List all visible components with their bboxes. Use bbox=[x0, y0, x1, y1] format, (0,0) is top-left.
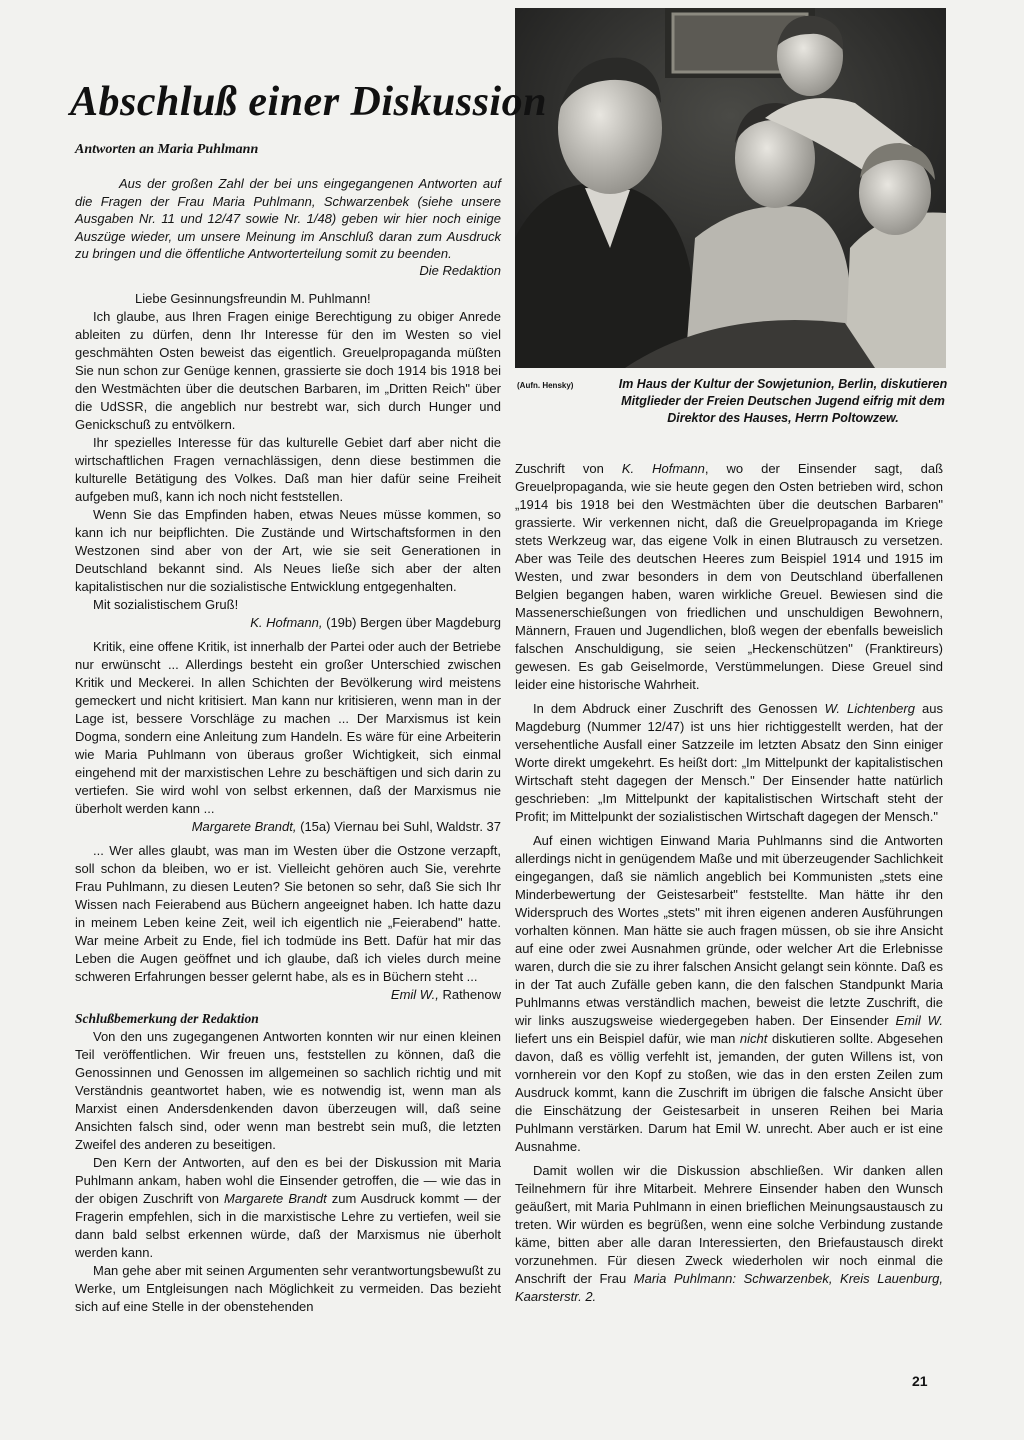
text-run: Den Kern der Antworten, auf den es bei der Diskussion mit Maria Puhlmann ankam, haben wohl die Einsender getroffen, die — wie das in der obigen Zuschrift von bbox=[75, 1155, 501, 1206]
letter-paragraph: Ihr spezielles Interesse für das kulturelle Gebiet darf aber nicht die wirtschaftlichen Fragen vernachlässigen, denn diese bestimmen die kulturelle Betätigung des Volkes. Daß man hier dafür seine Freiheit aufgeben muß, kann ich noch nicht feststellen. bbox=[75, 435, 501, 504]
address-emphasis: Maria Puhlmann: Schwarzenbek, Kreis Lauenburg, Kaarsterstr. 2. bbox=[515, 1271, 943, 1304]
text-run: In dem Abdruck einer Zuschrift des Genossen bbox=[533, 701, 825, 716]
editorial-intro: Aus der großen Zahl der bei uns eingegangenen Antworten auf die Fragen der Frau Maria Puhlmann, Schwarzenbek (siehe unsere Ausgaben Nr. 11 und 12/47 sowie Nr. 1/48) geben wir hier noch einige Auszüge wieder, um unsere Meinung im Anschluß daran zum Ausdruck zu bringen und die öffentliche Antworterteilung somit zu beenden. bbox=[75, 176, 501, 261]
letter-paragraph: Wenn Sie das Empfinden haben, etwas Neues müsse kommen, so kann ich nur beipflichten. Die Zustände und Wirtschaftsformen in den Westzonen sind aber von der Art, wie sie seit Generationen in Deutschland bekannt sind. Als Neues ließe sich aber der alten kapitalistischen nur die sozialistische Entwicklung entgegenhalten. bbox=[75, 507, 501, 594]
signature-place: (19b) Bergen über Magdeburg bbox=[326, 615, 501, 630]
text-run: , wo der Einsender sagt, daß Greuelpropaganda, wie sie heute gegen den Osten betrieben wird, schon „1914 bis 1918 bei den Westmächten über die deutschen Barbaren" grassierte. Wir verkennen nicht, daß die Greuelpropaganda im Kriege stets Werkzeug war, das eigene Volk in einen Blutrausch zu versetzen. Aber was Teile des deutschen Heeres zum Beispiel 1914 und 1915 im Westen, und zwar besonders in dem von Deutschland überfallenen Belgien begangen haben, waren wirkliche Greuel. Bewiesen sind die Massenerschießungen von friedlichen und unschuldigen Bewohnern, Männern, Frauen und Jugendlichen, bloß wegen der ebenfalls beweislich falschen Anschuldigung, sie seien „Heckenschützen" (Franktireurs) gewesen. Es gab Geiselmorde, Verstümmelungen. Diese Greuel sind leider eine historische Wahrheit. bbox=[515, 461, 944, 692]
letter-greeting: Mit sozialistischem Gruß! bbox=[93, 597, 239, 612]
signature-name: K. Hofmann, bbox=[250, 615, 323, 630]
signature-hofmann bbox=[75, 614, 501, 632]
photo-image bbox=[515, 8, 946, 368]
editorial-paragraph bbox=[515, 700, 943, 826]
article-subtitle: Antworten an Maria Puhlmann bbox=[75, 142, 259, 157]
text-run: Damit wollen wir die Diskussion abschließen. Wir danken allen Teilnehmern für ihre Mitarbeit. Mehrere Einsender haben den Wunsch geäußert, mit Maria Puhlmann in einen brieflichen Meinungsaustausch zu treten. Wir würden es begrüßen, wenn eine solche Verbindung zustande käme, bitten aber alle daran Interessierten, den Briefaustausch direkt vorzunehmen. Für diesen Zweck wiederholen wir noch einmal die Anschrift der Frau bbox=[515, 1163, 943, 1286]
letter-paragraph: Kritik, eine offene Kritik, ist innerhalb der Partei oder auch der Betriebe nur erwünscht ... Allerdings besteht ein großer Unterschied zwischen Kritik und Meckerei. In allen Schichten der Bevölkerung wird meistens gemeckert und nicht kritisiert. Man kann nur kritisieren, wenn man in der Lage ist, bessere Vorschläge zu machen ... Der Marxismus ist kein Dogma, sondern eine Anleitung zum Handeln. Es wäre für eine Arbeiterin wie Maria Puhlmann von überaus großer Wichtigkeit, sich einmal eingehend mit der marxistischen Lehre zu beschäftigen und sich darin zu vertiefen. Sie wird wohl von selbst erkennen, daß der Marxismus nie überholt werden kann ... bbox=[75, 639, 501, 816]
text-run: Zuschrift von bbox=[515, 461, 622, 476]
letter-paragraph: ... Wer alles glaubt, was man im Westen über die Ostzone verzapft, soll schon da bleiben, wo er ist. Vielleicht gehören auch Sie, verehrte Frau Puhlmann, zu diesen Leuten? Sie betonen so sehr, daß Sie sich Ihr Wissen nach Feierabend aus Büchern angeeignet haben. Ich hatte dazu in meinem Leben keine Zeit, weil ich eigentlich nie „Feierabend" hatte. War meine Arbeit zu Ende, fiel ich todmüde ins Bett. Dafür hat mir das Leben die Augen geöffnet und ich glaube, daß ich vieles durch meine schweren Erfahrungen besser gelernt habe, als es in Büchern steht ... bbox=[75, 843, 501, 984]
editorial-paragraph bbox=[75, 1154, 501, 1262]
page-number: 21 bbox=[912, 1373, 928, 1389]
signature-place: Rathenow bbox=[442, 987, 501, 1002]
name-emphasis: Margarete Brandt bbox=[224, 1191, 327, 1206]
name-emphasis: W. Lichtenberg bbox=[824, 701, 915, 716]
photo-caption: Im Haus der Kultur der Sowjetunion, Berlin, diskutieren Mitglieder der Freien Deutschen Jugend eifrig mit dem Direktor des Hauses, Herrn Poltowzew. bbox=[618, 377, 948, 425]
editorial-paragraph bbox=[515, 832, 943, 1156]
signature-place: (15a) Viernau bei Suhl, Waldstr. 37 bbox=[300, 819, 501, 834]
text-run: Auf einen wichtigen Einwand Maria Puhlmanns sind die Antworten allerdings nicht in genügendem Maße und mit überzeugender Sachlichkeit eingegangen, daß sie nämlich angeblich bei Kommunisten „stets eine Minderbewertung der Geistesarbeit" feststellte. Man hätte ihr den Widerspruch des Wortes „stets" mit ihren eigenen anderen Ausführungen vorhalten können. Man hätte sie auch fragen müssen, ob sie ihre Ansicht auf eine oder zwei Ausnahmen gründe, oder welcher Art die Erlebnisse waren, durch die sie zu ihrer falschen Ansicht gelangt sein könnte. Daß es in der Tat auch Zufälle geben kann, die den falschen Standpunkt Maria Puhlmanns etwas verständlich machen, beweist die letzte Zuschrift, die wir links auszugsweise wiedergegeben haben. Der Einsender bbox=[515, 833, 943, 1028]
discussion-photo bbox=[515, 8, 946, 368]
word-emphasis: nicht bbox=[739, 1031, 768, 1046]
signature-brandt bbox=[75, 818, 501, 836]
signature-name: Emil W., bbox=[390, 987, 439, 1002]
text-run: zum Ausdruck kommt — der Fragerin empfehlen, sich in die marxistische Lehre zu vertiefen, weil sie dann bald selbst erkennen würde, daß der Marxismus nie überholt werden kann. bbox=[75, 1191, 501, 1260]
right-column bbox=[515, 460, 943, 1306]
editorial-paragraph bbox=[515, 460, 943, 694]
name-emphasis: K. Hofmann bbox=[621, 461, 705, 476]
signature-name: Margarete Brandt, bbox=[191, 819, 297, 834]
photo-credit: (Aufn. Hensky) bbox=[517, 381, 574, 390]
text-run: aus Magdeburg (Nummer 12/47) ist uns hier richtiggestellt werden, hat der versehentliche Ausfall einer Satzzeile im letzten Absatz den Sinn einiger Worte direkt umgekehrt. Es heißt dort: „Im Mittelpunkt der kapitalistischen Wirtschaft steht dagegen der Mensch." Der Einsender hatte natürlich geschrieben: „Im Mittelpunkt der kapitalistischen Wirtschaft steht der Profit; im Mittelpunkt der sozialistischen Wirtschaft dagegen der Mensch." bbox=[515, 701, 944, 824]
text-run: liefert uns ein Beispiel dafür, wie man bbox=[515, 1031, 740, 1046]
intro-signature: Die Redaktion bbox=[419, 263, 501, 278]
article-title: Abschluß einer Diskussion bbox=[70, 79, 547, 125]
editorial-paragraph: Man gehe aber mit seinen Argumenten sehr verantwortungsbewußt zu Werke, um Entgleisungen nach Möglichkeit zu vermeiden. Das bezieht sich auf eine Stelle in der obenstehenden bbox=[75, 1263, 501, 1314]
editorial-paragraph: Von den uns zugegangenen Antworten konnten wir nur einen kleinen Teil veröffentlichen. Wir freuen uns, feststellen zu können, daß die Genossinnen und Genossen im allgemeinen so sachlich richtig und mit Verständnis geantwortet haben, wie es notwendig ist, wenn man als Marxist einen Andersdenkenden davon überzeugen will, daß seine Ansichten falsch sind, oder wenn man bestrebt sein muß, die letzten Zweifel des anderen zu beseitigen. bbox=[75, 1029, 501, 1152]
letter-paragraph: Ich glaube, aus Ihren Fragen einige Berechtigung zu obiger Anrede ableiten zu dürfen, denn Ihr Interesse für den im Westen so viel geschmähten Osten beweist das eigentlich. Greuelpropaganda müßten Sie nun schon zur Genüge kennen, grassierte sie doch 1914 bis 1918 bei den Westmächten über die deutschen Barbaren, im „Dritten Reich" über die UdSSR, die angeblich nur bestrebt war, sich durch Hunger und Genickschuß zu entvölkern. bbox=[75, 309, 501, 432]
text-run: diskutieren sollte. Abgesehen davon, daß es völlig verfehlt ist, jemanden, der guten Willens ist, von vornherein vor den Kopf zu stoßen, wie das in den ersten Zeilen zum Ausdruck kommt, kann die Zuschrift im übrigen die falsche Ansicht über die Einschätzung der Geistesarbeit in unseren Reihen bei Maria Puhlmann verstärken. Darum hat Emil W. unrecht. Aber auch er ist eine Ausnahme. bbox=[515, 1031, 943, 1154]
name-emphasis: Emil W. bbox=[895, 1013, 943, 1028]
signature-emil bbox=[75, 986, 501, 1004]
editorial-paragraph bbox=[515, 1162, 943, 1306]
left-column bbox=[75, 290, 501, 1316]
salutation: Liebe Gesinnungsfreundin M. Puhlmann! bbox=[135, 291, 371, 306]
section-heading: Schlußbemerkung der Redaktion bbox=[75, 1011, 259, 1026]
